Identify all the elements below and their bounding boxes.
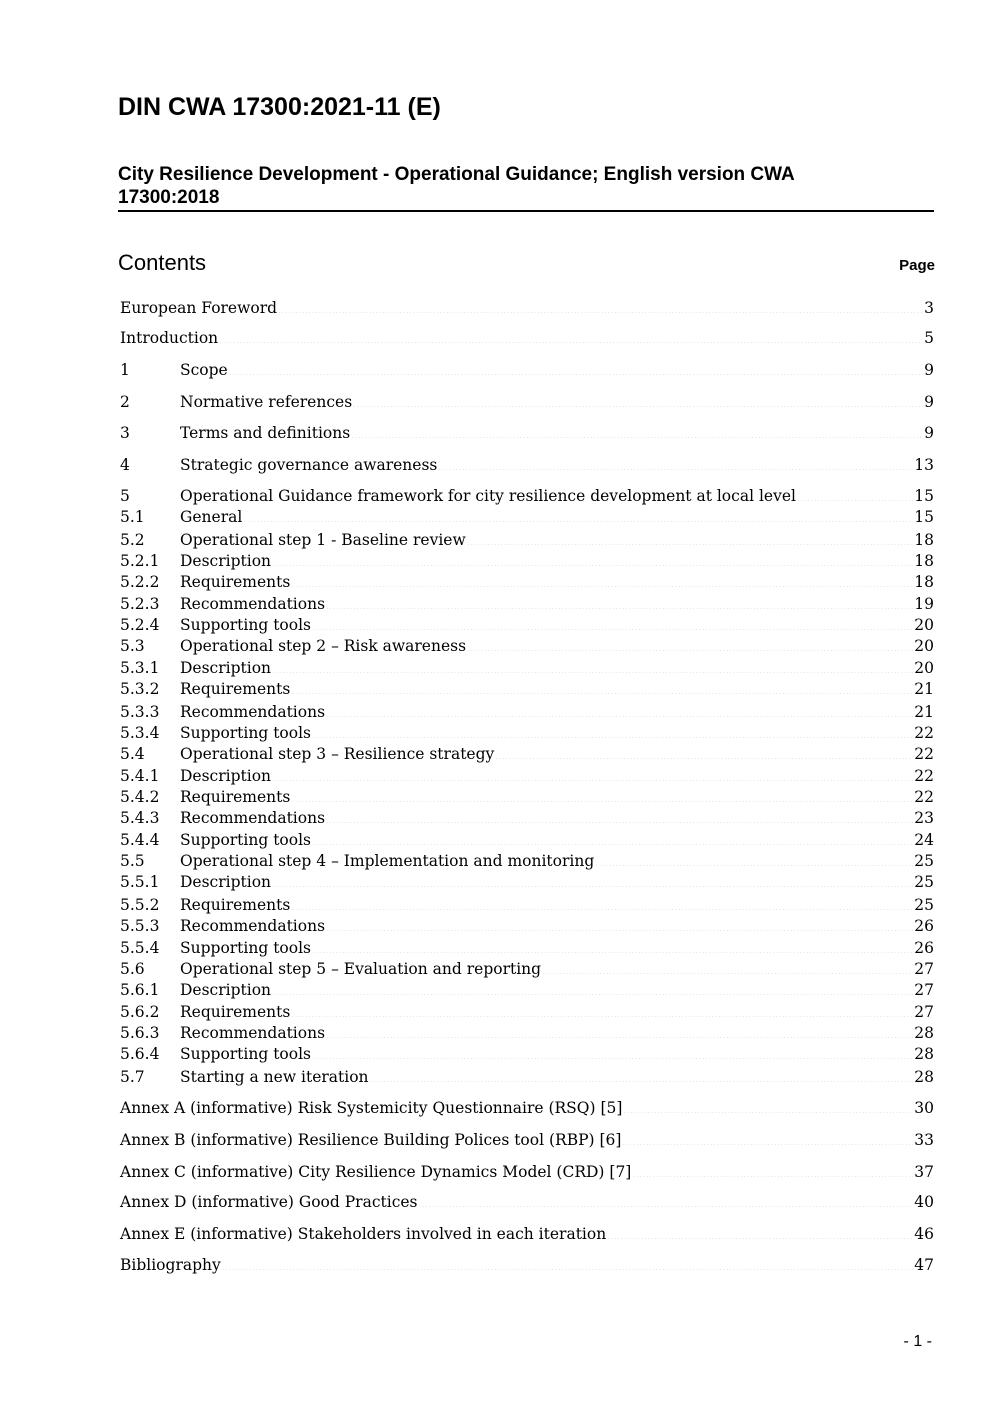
toc-leader-dots (326, 809, 913, 823)
toc-entry-page: 26 (914, 917, 934, 935)
toc-entry-number: 5.1 (120, 508, 145, 526)
footer-page-number: - 1 - (903, 1333, 932, 1350)
toc-entry[interactable] (120, 1163, 934, 1185)
toc-entry-number: 5.6.3 (120, 1024, 160, 1042)
toc-entry-number: 5.5 (120, 852, 145, 870)
toc-entry-title: Introduction (120, 329, 219, 347)
toc-entry-number: 5.4.3 (120, 809, 160, 827)
toc-entry[interactable] (120, 1225, 934, 1247)
toc-entry[interactable] (120, 1131, 934, 1153)
toc-entry[interactable] (120, 659, 934, 681)
toc-entry-page: 15 (914, 508, 934, 526)
toc-leader-dots (222, 1256, 914, 1270)
toc-entry-title: Requirements (180, 788, 291, 806)
toc-entry-title: European Foreword (120, 299, 278, 317)
toc-leader-dots (278, 299, 923, 313)
toc-entry-title: Annex B (informative) Resilience Building Polices tool (RBP) [6] (120, 1131, 622, 1149)
toc-entry[interactable] (120, 703, 934, 725)
toc-entry-page: 9 (924, 393, 934, 411)
toc-leader-dots (312, 831, 913, 845)
toc-entry-title: Requirements (180, 573, 291, 591)
toc-entry[interactable] (120, 896, 934, 918)
toc-entry-page: 22 (914, 745, 934, 763)
toc-entry[interactable] (120, 1193, 934, 1215)
toc-leader-dots (272, 873, 913, 887)
toc-entry-page: 30 (914, 1099, 934, 1117)
toc-entry-page: 21 (914, 703, 934, 721)
toc-entry-page: 20 (914, 659, 934, 677)
toc-entry[interactable] (120, 393, 934, 415)
toc-leader-dots (351, 424, 923, 438)
toc-entry-number: 5.6.4 (120, 1045, 160, 1063)
toc-entry-title: Recommendations (180, 917, 326, 935)
toc-entry-title: Recommendations (180, 703, 326, 721)
toc-entry[interactable] (120, 456, 934, 478)
toc-entry-page: 27 (914, 960, 934, 978)
toc-entry[interactable] (120, 595, 934, 617)
toc-leader-dots (632, 1163, 913, 1177)
toc-entry-page: 28 (914, 1068, 934, 1086)
toc-entry[interactable] (120, 960, 934, 982)
toc-leader-dots (622, 1131, 913, 1145)
toc-entry[interactable] (120, 767, 934, 789)
toc-entry-title: Description (180, 767, 272, 785)
toc-entry-title: Strategic governance awareness (180, 456, 438, 474)
document-subtitle: City Resilience Development - Operational Guidance; English version CWA 17300:2018 (118, 164, 795, 208)
toc-entry-number: 5.4.2 (120, 788, 160, 806)
toc-entry-title: Operational step 5 – Evaluation and reporting (180, 960, 542, 978)
toc-leader-dots (607, 1225, 913, 1239)
toc-entry-page: 27 (914, 1003, 934, 1021)
toc-leader-dots (495, 745, 913, 759)
toc-entry-page: 25 (914, 852, 934, 870)
toc-entry[interactable] (120, 329, 934, 351)
toc-entry-number: 5.5.2 (120, 896, 160, 914)
toc-entry-title: Scope (180, 361, 228, 379)
toc-entry[interactable] (120, 637, 934, 659)
toc-entry-number: 5.4 (120, 745, 145, 763)
toc-entry-title: Supporting tools (180, 616, 312, 634)
toc-entry-title: Supporting tools (180, 939, 312, 957)
toc-leader-dots (326, 703, 913, 717)
toc-leader-dots (467, 531, 914, 545)
toc-entry-title: Normative references (180, 393, 353, 411)
toc-entry-number: 5.2.2 (120, 573, 160, 591)
toc-entry[interactable] (120, 1068, 934, 1090)
toc-entry[interactable] (120, 745, 934, 767)
toc-entry-page: 18 (914, 552, 934, 570)
toc-entry-title: Supporting tools (180, 724, 312, 742)
toc-leader-dots (272, 981, 913, 995)
toc-entry-title: Operational Guidance framework for city resilience development at local level (180, 487, 796, 505)
toc-entry-title: Supporting tools (180, 831, 312, 849)
toc-leader-dots (312, 724, 913, 738)
toc-entry[interactable] (120, 831, 934, 853)
toc-entry-number: 1 (120, 361, 130, 379)
toc-entry-page: 15 (914, 487, 934, 505)
toc-entry-page: 9 (924, 361, 934, 379)
toc-entry[interactable] (120, 299, 934, 321)
toc-entry-page: 9 (924, 424, 934, 442)
toc-entry-page: 22 (914, 788, 934, 806)
toc-entry-title: Description (180, 873, 272, 891)
toc-leader-dots (623, 1099, 913, 1113)
toc-entry-number: 5.2.3 (120, 595, 160, 613)
toc-entry-number: 5.4.1 (120, 767, 160, 785)
toc-leader-dots (326, 917, 913, 931)
toc-entry-number: 5.2.4 (120, 616, 160, 634)
toc-entry-page: 28 (914, 1045, 934, 1063)
toc-leader-dots (312, 616, 913, 630)
toc-entry-page: 25 (914, 896, 934, 914)
toc-leader-dots (353, 393, 923, 407)
toc-entry-page: 18 (914, 573, 934, 591)
toc-leader-dots (312, 939, 913, 953)
toc-entry-number: 5.3.4 (120, 724, 160, 742)
toc-entry-number: 5.2 (120, 531, 145, 549)
toc-entry[interactable] (120, 487, 934, 509)
toc-leader-dots (243, 508, 913, 522)
toc-entry-title: Annex D (informative) Good Practices (120, 1193, 418, 1211)
toc-leader-dots (326, 595, 913, 609)
toc-leader-dots (219, 329, 923, 343)
toc-entry-page: 28 (914, 1024, 934, 1042)
toc-entry-page: 3 (924, 299, 934, 317)
toc-entry-title: Description (180, 552, 272, 570)
toc-entry-page: 27 (914, 981, 934, 999)
toc-entry-title: Bibliography (120, 1256, 221, 1274)
toc-entry-title: Terms and definitions (180, 424, 351, 442)
toc-leader-dots (291, 680, 913, 694)
toc-entry-number: 5.5.1 (120, 873, 160, 891)
toc-entry-title: Annex C (informative) City Resilience Dynamics Model (CRD) [7] (120, 1163, 632, 1181)
toc-entry-number: 5.3.1 (120, 659, 160, 677)
toc-leader-dots (291, 788, 913, 802)
toc-entry-number: 5.6 (120, 960, 145, 978)
toc-entry-page: 19 (914, 595, 934, 613)
toc-entry-title: Requirements (180, 680, 291, 698)
toc-entry-page: 22 (914, 724, 934, 742)
toc-entry-title: Operational step 3 – Resilience strategy (180, 745, 495, 763)
toc-entry-number: 5 (120, 487, 130, 505)
toc-entry-page: 22 (914, 767, 934, 785)
toc-entry-title: Annex A (informative) Risk Systemicity Questionnaire (RSQ) [5] (120, 1099, 623, 1117)
toc-entry-number: 2 (120, 393, 130, 411)
toc-entry-title: Description (180, 659, 272, 677)
toc-leader-dots (312, 1045, 913, 1059)
toc-entry-number: 5.2.1 (120, 552, 160, 570)
toc-entry-title: Recommendations (180, 595, 326, 613)
toc-entry-page: 21 (914, 680, 934, 698)
toc-entry[interactable] (120, 616, 934, 638)
toc-entry-page: 20 (914, 637, 934, 655)
toc-entry[interactable] (120, 852, 934, 874)
toc-entry[interactable] (120, 552, 934, 574)
toc-entry-number: 5.6.1 (120, 981, 160, 999)
toc-entry-page: 24 (914, 831, 934, 849)
toc-entry-number: 5.3 (120, 637, 145, 655)
toc-entry-page: 18 (914, 531, 934, 549)
toc-leader-dots (229, 361, 923, 375)
toc-entry-title: Operational step 2 – Risk awareness (180, 637, 467, 655)
toc-entry[interactable] (120, 1099, 934, 1121)
toc-entry-title: General (180, 508, 243, 526)
toc-entry[interactable] (120, 531, 934, 553)
toc-entry-page: 33 (914, 1131, 934, 1149)
toc-leader-dots (467, 637, 913, 651)
toc-entry-title: Starting a new iteration (180, 1068, 369, 1086)
toc-entry-page: 46 (914, 1225, 934, 1243)
toc-entry-page: 37 (914, 1163, 934, 1181)
toc-entry-title: Requirements (180, 1003, 291, 1021)
toc-entry[interactable] (120, 788, 934, 810)
toc-entry[interactable] (120, 1256, 934, 1278)
toc-entry[interactable] (120, 724, 934, 746)
toc-entry[interactable] (120, 680, 934, 702)
toc-entry[interactable] (120, 424, 934, 446)
toc-entry-number: 4 (120, 456, 130, 474)
toc-leader-dots (291, 896, 913, 910)
toc-entry-page: 13 (914, 456, 934, 474)
toc-entry-number: 5.7 (120, 1068, 145, 1086)
toc-leader-dots (291, 573, 913, 587)
toc-leader-dots (419, 1193, 914, 1207)
toc-entry-number: 5.5.4 (120, 939, 160, 957)
document-title: DIN CWA 17300:2021-11 (E) (118, 93, 441, 121)
page-column-label: Page (899, 257, 935, 274)
toc-entry-number: 5.4.4 (120, 831, 160, 849)
toc-leader-dots (272, 552, 913, 566)
toc-entry-title: Requirements (180, 896, 291, 914)
toc-entry-number: 5.5.3 (120, 917, 160, 935)
toc-entry[interactable] (120, 917, 934, 939)
toc-entry-number: 5.3.3 (120, 703, 160, 721)
toc-entry-page: 20 (914, 616, 934, 634)
toc-entry[interactable] (120, 873, 934, 895)
toc-entry-title: Recommendations (180, 1024, 326, 1042)
toc-entry[interactable] (120, 1024, 934, 1046)
toc-leader-dots (370, 1068, 914, 1082)
toc-entry-page: 23 (914, 809, 934, 827)
toc-entry-title: Supporting tools (180, 1045, 312, 1063)
toc-entry-title: Operational step 4 – Implementation and monitoring (180, 852, 595, 870)
toc-leader-dots (272, 767, 913, 781)
toc-entry-title: Recommendations (180, 809, 326, 827)
toc-entry-title: Operational step 1 - Baseline review (180, 531, 466, 549)
toc-entry[interactable] (120, 573, 934, 595)
contents-heading: Contents (118, 250, 207, 275)
toc-entry[interactable] (120, 1003, 934, 1025)
toc-entry[interactable] (120, 361, 934, 383)
toc-entry-page: 25 (914, 873, 934, 891)
toc-entry-number: 5.6.2 (120, 1003, 160, 1021)
toc-leader-dots (797, 487, 913, 501)
toc-entry-page: 47 (914, 1256, 934, 1274)
toc-entry[interactable] (120, 809, 934, 831)
toc-entry-page: 5 (924, 329, 934, 347)
toc-entry[interactable] (120, 981, 934, 1003)
toc-entry-title: Annex E (informative) Stakeholders involved in each iteration (120, 1225, 607, 1243)
toc-leader-dots (272, 659, 913, 673)
toc-leader-dots (542, 960, 913, 974)
toc-leader-dots (595, 852, 913, 866)
toc-leader-dots (291, 1003, 913, 1017)
toc-leader-dots (326, 1024, 913, 1038)
toc-entry-page: 26 (914, 939, 934, 957)
toc-entry[interactable] (120, 508, 934, 530)
toc-entry[interactable] (120, 939, 934, 961)
header-divider (118, 210, 934, 212)
toc-entry[interactable] (120, 1045, 934, 1067)
toc-entry-number: 5.3.2 (120, 680, 160, 698)
toc-entry-title: Description (180, 981, 272, 999)
toc-entry-number: 3 (120, 424, 130, 442)
toc-entry-page: 40 (914, 1193, 934, 1211)
toc-leader-dots (438, 456, 913, 470)
